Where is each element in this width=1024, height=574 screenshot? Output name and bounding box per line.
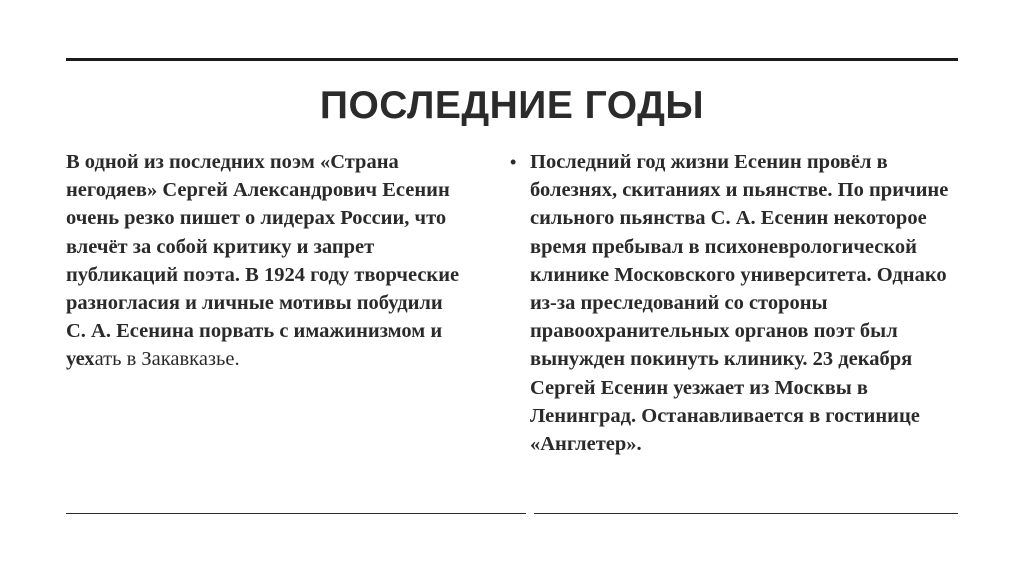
top-divider bbox=[66, 58, 958, 61]
bottom-divider-left bbox=[66, 513, 526, 514]
bullet-icon: • bbox=[510, 152, 517, 172]
left-text-bold: В одной из последних поэм «Страна негодяев» Сергей Александрович Есенин очень резко пишет о лидерах России, что влечёт за собой критику и запрет публикаций поэта. В 1924 году творческие разногласия и личные мотивы побудили С. А. Есенина порвать с имажинизмом и уех bbox=[66, 151, 460, 371]
left-text-normal: ать в Закавказье. bbox=[94, 348, 240, 371]
slide-title: ПОСЛЕДНИЕ ГОДЫ bbox=[319, 84, 705, 127]
right-text-column bbox=[508, 148, 958, 458]
bullet-item bbox=[508, 148, 958, 458]
right-text-bold: Последний год жизни Есенин провёл в болезнях, скитаниях и пьянстве. По причине сильного пьянства С. А. Есенин некоторое время пребывал в психоневрологической клинике Московского университета. Однако из-за преследований со стороны правоохранительных органов поэт был вынужден покинуть клинику. 23 декабря Сергей Есенин уезжает из Москвы в Ленинград. Останавливается в гостинице «Англетер». bbox=[530, 151, 949, 456]
bottom-divider-right bbox=[534, 513, 958, 514]
left-text-column bbox=[66, 148, 466, 374]
